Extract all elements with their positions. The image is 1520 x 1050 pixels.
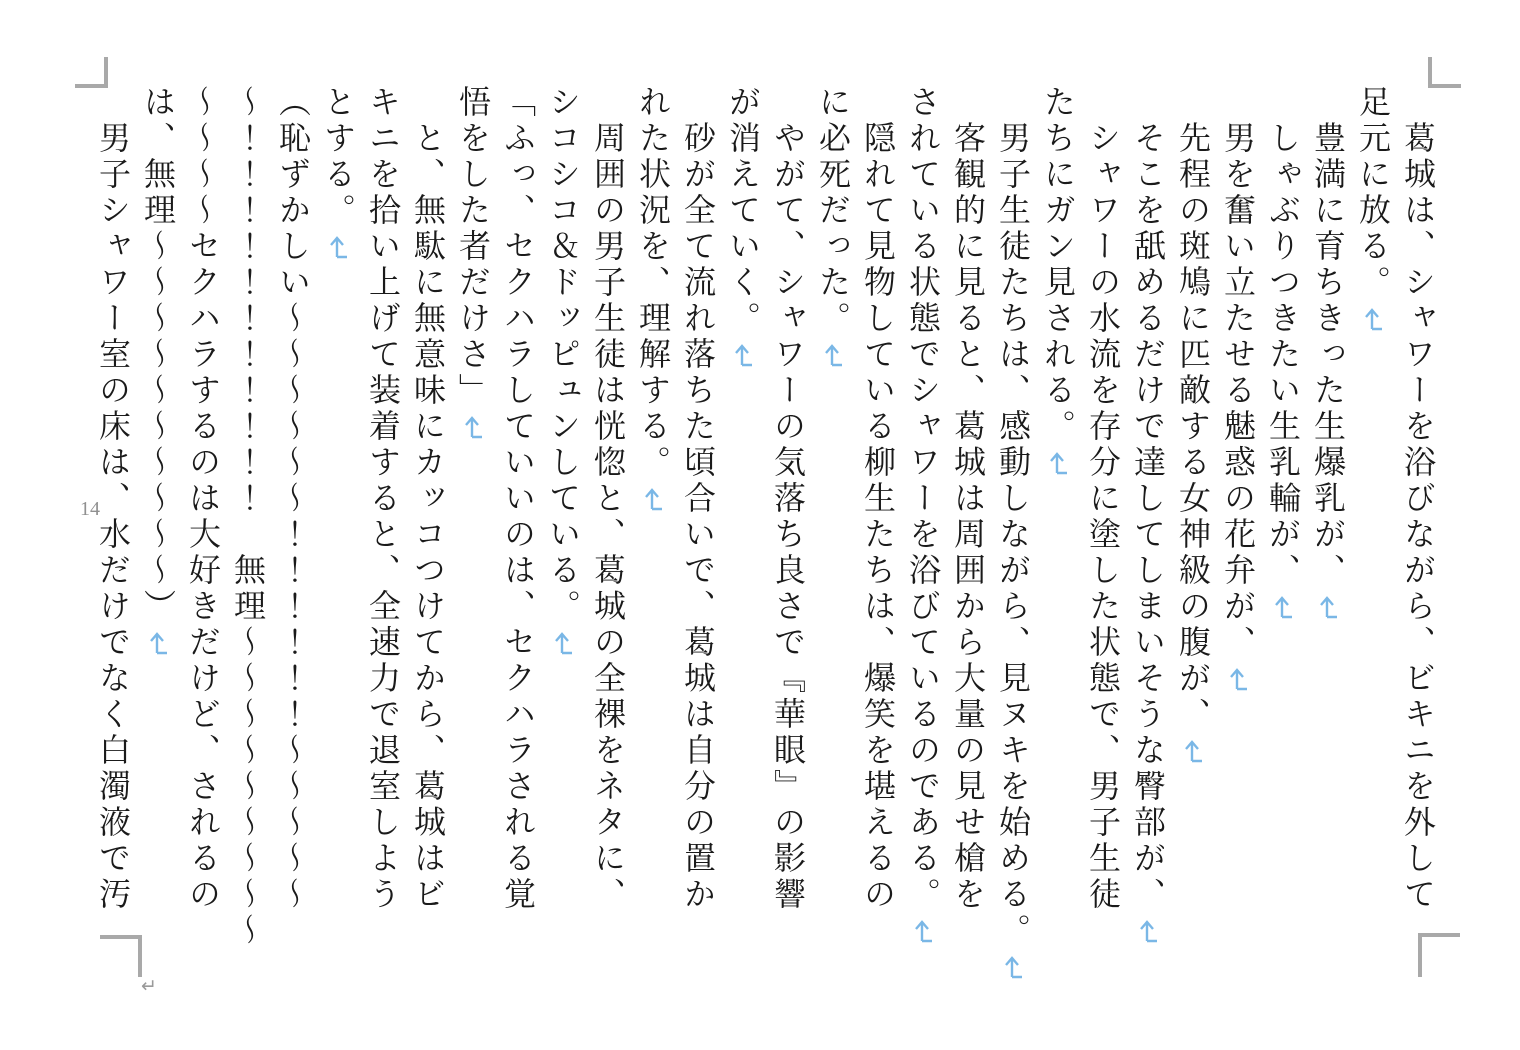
text-column: 男子生徒たちは、感動しながら、見ヌキを始める。 [990, 85, 1035, 936]
text-column: 先程の斑鳩に匹敵する女神級の腹が、 [1170, 85, 1215, 936]
return-mark-icon [328, 235, 348, 259]
return-mark-icon [823, 343, 843, 367]
return-mark-icon [1183, 739, 1203, 763]
text-column: に必死だった。 [810, 85, 855, 936]
return-mark-icon [148, 631, 168, 655]
text-column: 「ふっ、セクハラしていいのは、セクハラされる覚 [500, 85, 536, 913]
return-mark-icon [1273, 595, 1293, 619]
boundary-mark-bottom-left [100, 935, 142, 977]
text-column: と、無駄に無意味にカッコつけてから、葛城はビ [410, 85, 446, 913]
page-number: 14 [80, 498, 100, 520]
text-column: たちにガン見される。 [1035, 85, 1080, 936]
text-column: れた状況を、理解する。 [630, 85, 675, 936]
boundary-mark-bottom-right [1418, 933, 1460, 977]
text-column: シコシコ＆ドッピュンしている。 [540, 85, 585, 936]
text-column: 客観的に見ると、葛城は周囲から大量の見せ槍を [950, 85, 986, 913]
text-column: は、無理～～～～～～～～～～） [135, 85, 180, 936]
return-mark-icon [1318, 595, 1338, 619]
text-column: が消えていく。 [720, 85, 765, 936]
return-mark-icon [733, 343, 753, 367]
text-column: （恥ずかしい～～～～～～！！！！！！～～～～～ [275, 85, 311, 913]
text-column: シャワーの水流を存分に塗した状態で、男子生徒 [1085, 85, 1121, 913]
text-column: 葛城は、シャワーを浴びながら、ビキニを外して [1400, 85, 1436, 913]
text-column: やがて、シャワーの気落ち良さで『華眼』の影響 [770, 85, 806, 913]
return-mark-icon [643, 487, 663, 511]
return-mark-icon [1048, 451, 1068, 475]
text-column: 男を奮い立たせる魅惑の花弁が、 [1215, 85, 1260, 936]
text-column: 周囲の男子生徒は恍惚と、葛城の全裸をネタに、 [590, 85, 626, 913]
return-mark-icon [553, 631, 573, 655]
text-column: 隠れて見物している柳生たちは、爆笑を堪えるの [860, 85, 896, 913]
text-column: 男子シャワー室の床は、水だけでなく白濁液で汚 [95, 85, 131, 913]
text-area[interactable] [86, 85, 1440, 949]
text-column: ～～～～セクハラするのは大好きだけど、されるの [185, 85, 221, 913]
text-column: されている状態でシャワーを浴びているのである。 [900, 85, 945, 936]
return-mark-icon [913, 919, 933, 943]
text-column: とする。 [315, 85, 360, 936]
text-column: 足元に放る。 [1350, 85, 1395, 936]
text-column: しゃぶりつきたい生乳輪が、 [1260, 85, 1305, 936]
text-column: そこを舐めるだけで達してしまいそうな臀部が、 [1125, 85, 1170, 936]
boundary-mark-top-left [75, 57, 108, 88]
text-column: ～！！！！！！！！！！！ 無理～～～～～～～～～ [230, 85, 266, 949]
text-column: キニを拾い上げて装着すると、全速力で退室しよう [365, 85, 401, 913]
text-column: 悟をした者だけさ」 [450, 85, 495, 936]
text-column: 豊満に育ちきった生爆乳が、 [1305, 85, 1350, 936]
text-column: 砂が全て流れ落ちた頃合いで、葛城は自分の置か [680, 85, 716, 913]
return-mark-icon [1138, 919, 1158, 943]
return-mark-icon [1363, 307, 1383, 331]
boundary-mark-top-right [1428, 57, 1461, 88]
end-of-page-return-icon: ↵ [141, 975, 157, 997]
return-mark-icon [1003, 955, 1023, 979]
return-mark-icon [1228, 667, 1248, 691]
return-mark-icon [463, 415, 483, 439]
